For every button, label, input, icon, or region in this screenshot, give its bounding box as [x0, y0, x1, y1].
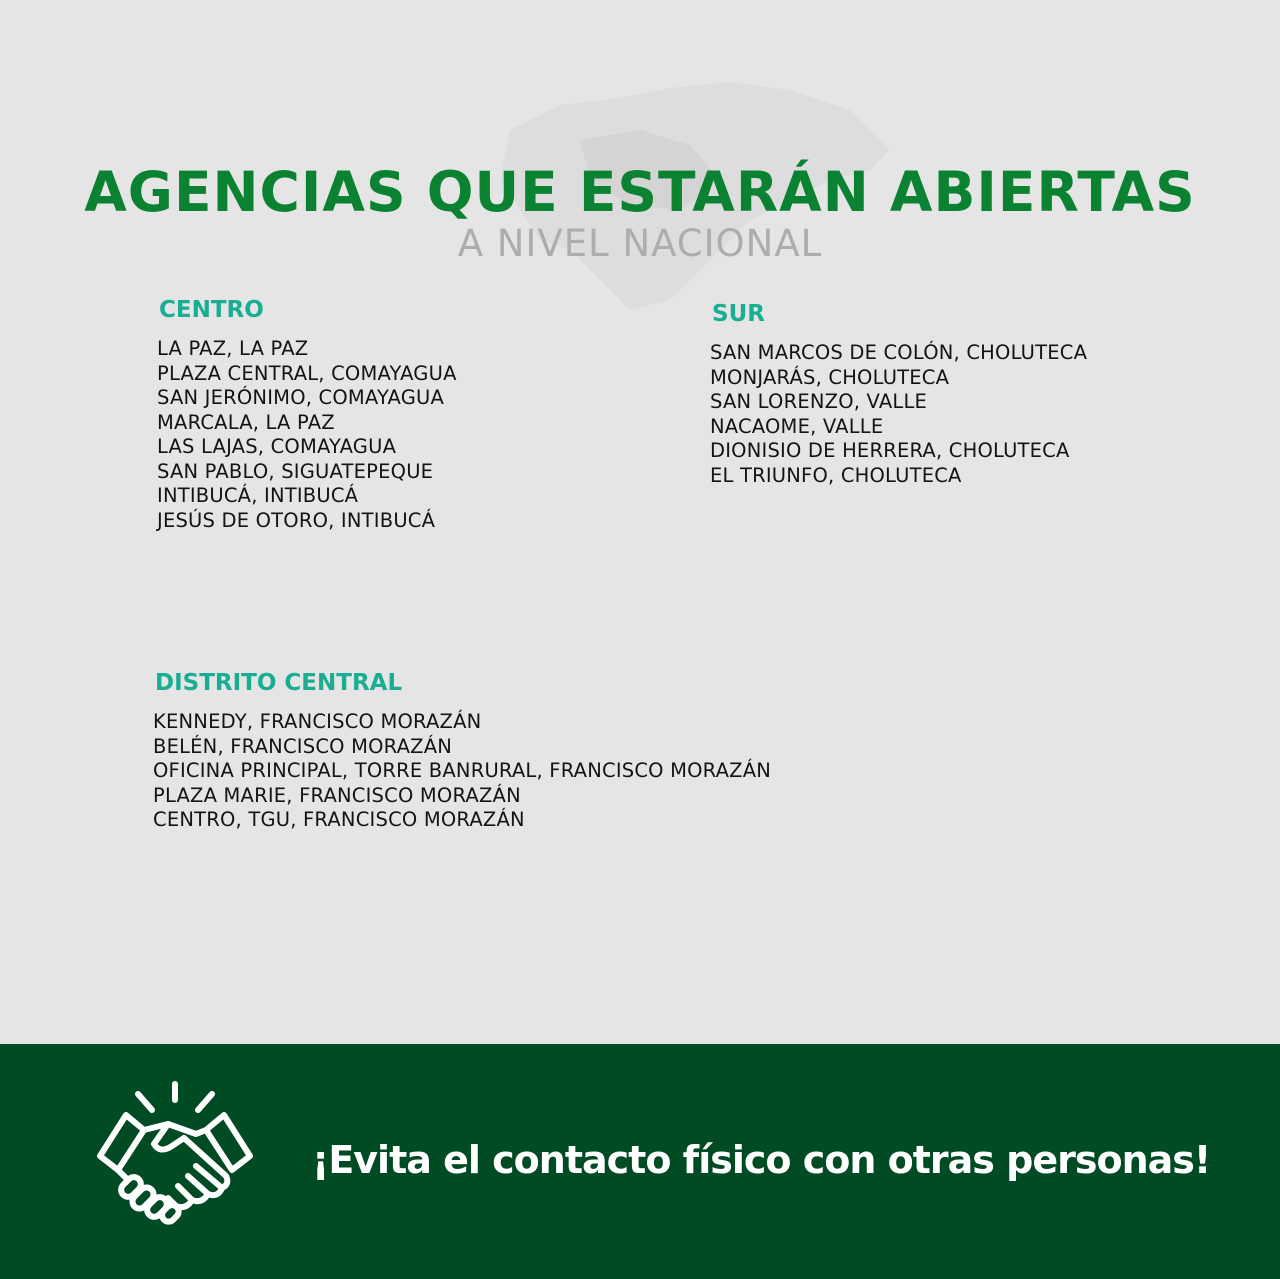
agency-list-item: MARCALA, LA PAZ — [157, 410, 335, 434]
agency-list-item: INTIBUCÁ, INTIBUCÁ — [157, 484, 359, 507]
agency-list-item: DIONISIO DE HERRERA, CHOLUTECA — [710, 439, 1070, 462]
section-heading-distrito-central: DISTRITO CENTRAL — [155, 670, 403, 696]
agency-list-item: PLAZA CENTRAL, COMAYAGUA — [157, 361, 457, 385]
agency-list-item: SAN MARCOS DE COLÓN, CHOLUTECA — [710, 341, 1088, 364]
handshake-icon — [96, 1080, 254, 1235]
agency-list-item: SAN JERÓNIMO, COMAYAGUA — [157, 386, 445, 409]
agency-list-item: OFICINA PRINCIPAL, TORRE BANRURAL, FRANCISCO MORAZÁN — [153, 759, 772, 782]
agency-list-item: NACAOME, VALLE — [710, 414, 884, 438]
section-centro — [157, 297, 457, 533]
page-title: AGENCIAS QUE ESTARÁN ABIERTAS — [84, 160, 1196, 224]
agency-list-item: SAN LORENZO, VALLE — [710, 390, 928, 413]
agency-list-item: JESÚS DE OTORO, INTIBUCÁ — [157, 508, 436, 532]
agency-list-item: LA PAZ, LA PAZ — [157, 337, 309, 360]
agency-list-item: CENTRO, TGU, FRANCISCO MORAZÁN — [153, 808, 525, 831]
section-heading-centro: CENTRO — [159, 297, 264, 323]
page-subtitle: A NIVEL NACIONAL — [457, 222, 823, 265]
agency-list-item: SAN PABLO, SIGUATEPEQUE — [157, 459, 434, 483]
agency-list-item: BELÉN, FRANCISCO MORAZÁN — [153, 734, 453, 758]
agency-list-item: KENNEDY, FRANCISCO MORAZÁN — [153, 710, 482, 733]
agency-list-item: EL TRIUNFO, CHOLUTECA — [710, 463, 962, 487]
agency-list-item: LAS LAJAS, COMAYAGUA — [157, 435, 397, 458]
section-sur — [710, 301, 1087, 488]
section-heading-sur: SUR — [712, 301, 765, 327]
banner-message: ¡Evita el contacto físico con otras personas! — [312, 1138, 1211, 1182]
agency-list-item: PLAZA MARIE, FRANCISCO MORAZÁN — [153, 783, 521, 807]
agency-list-item: MONJARÁS, CHOLUTECA — [710, 365, 950, 389]
section-distrito-central — [153, 670, 771, 833]
